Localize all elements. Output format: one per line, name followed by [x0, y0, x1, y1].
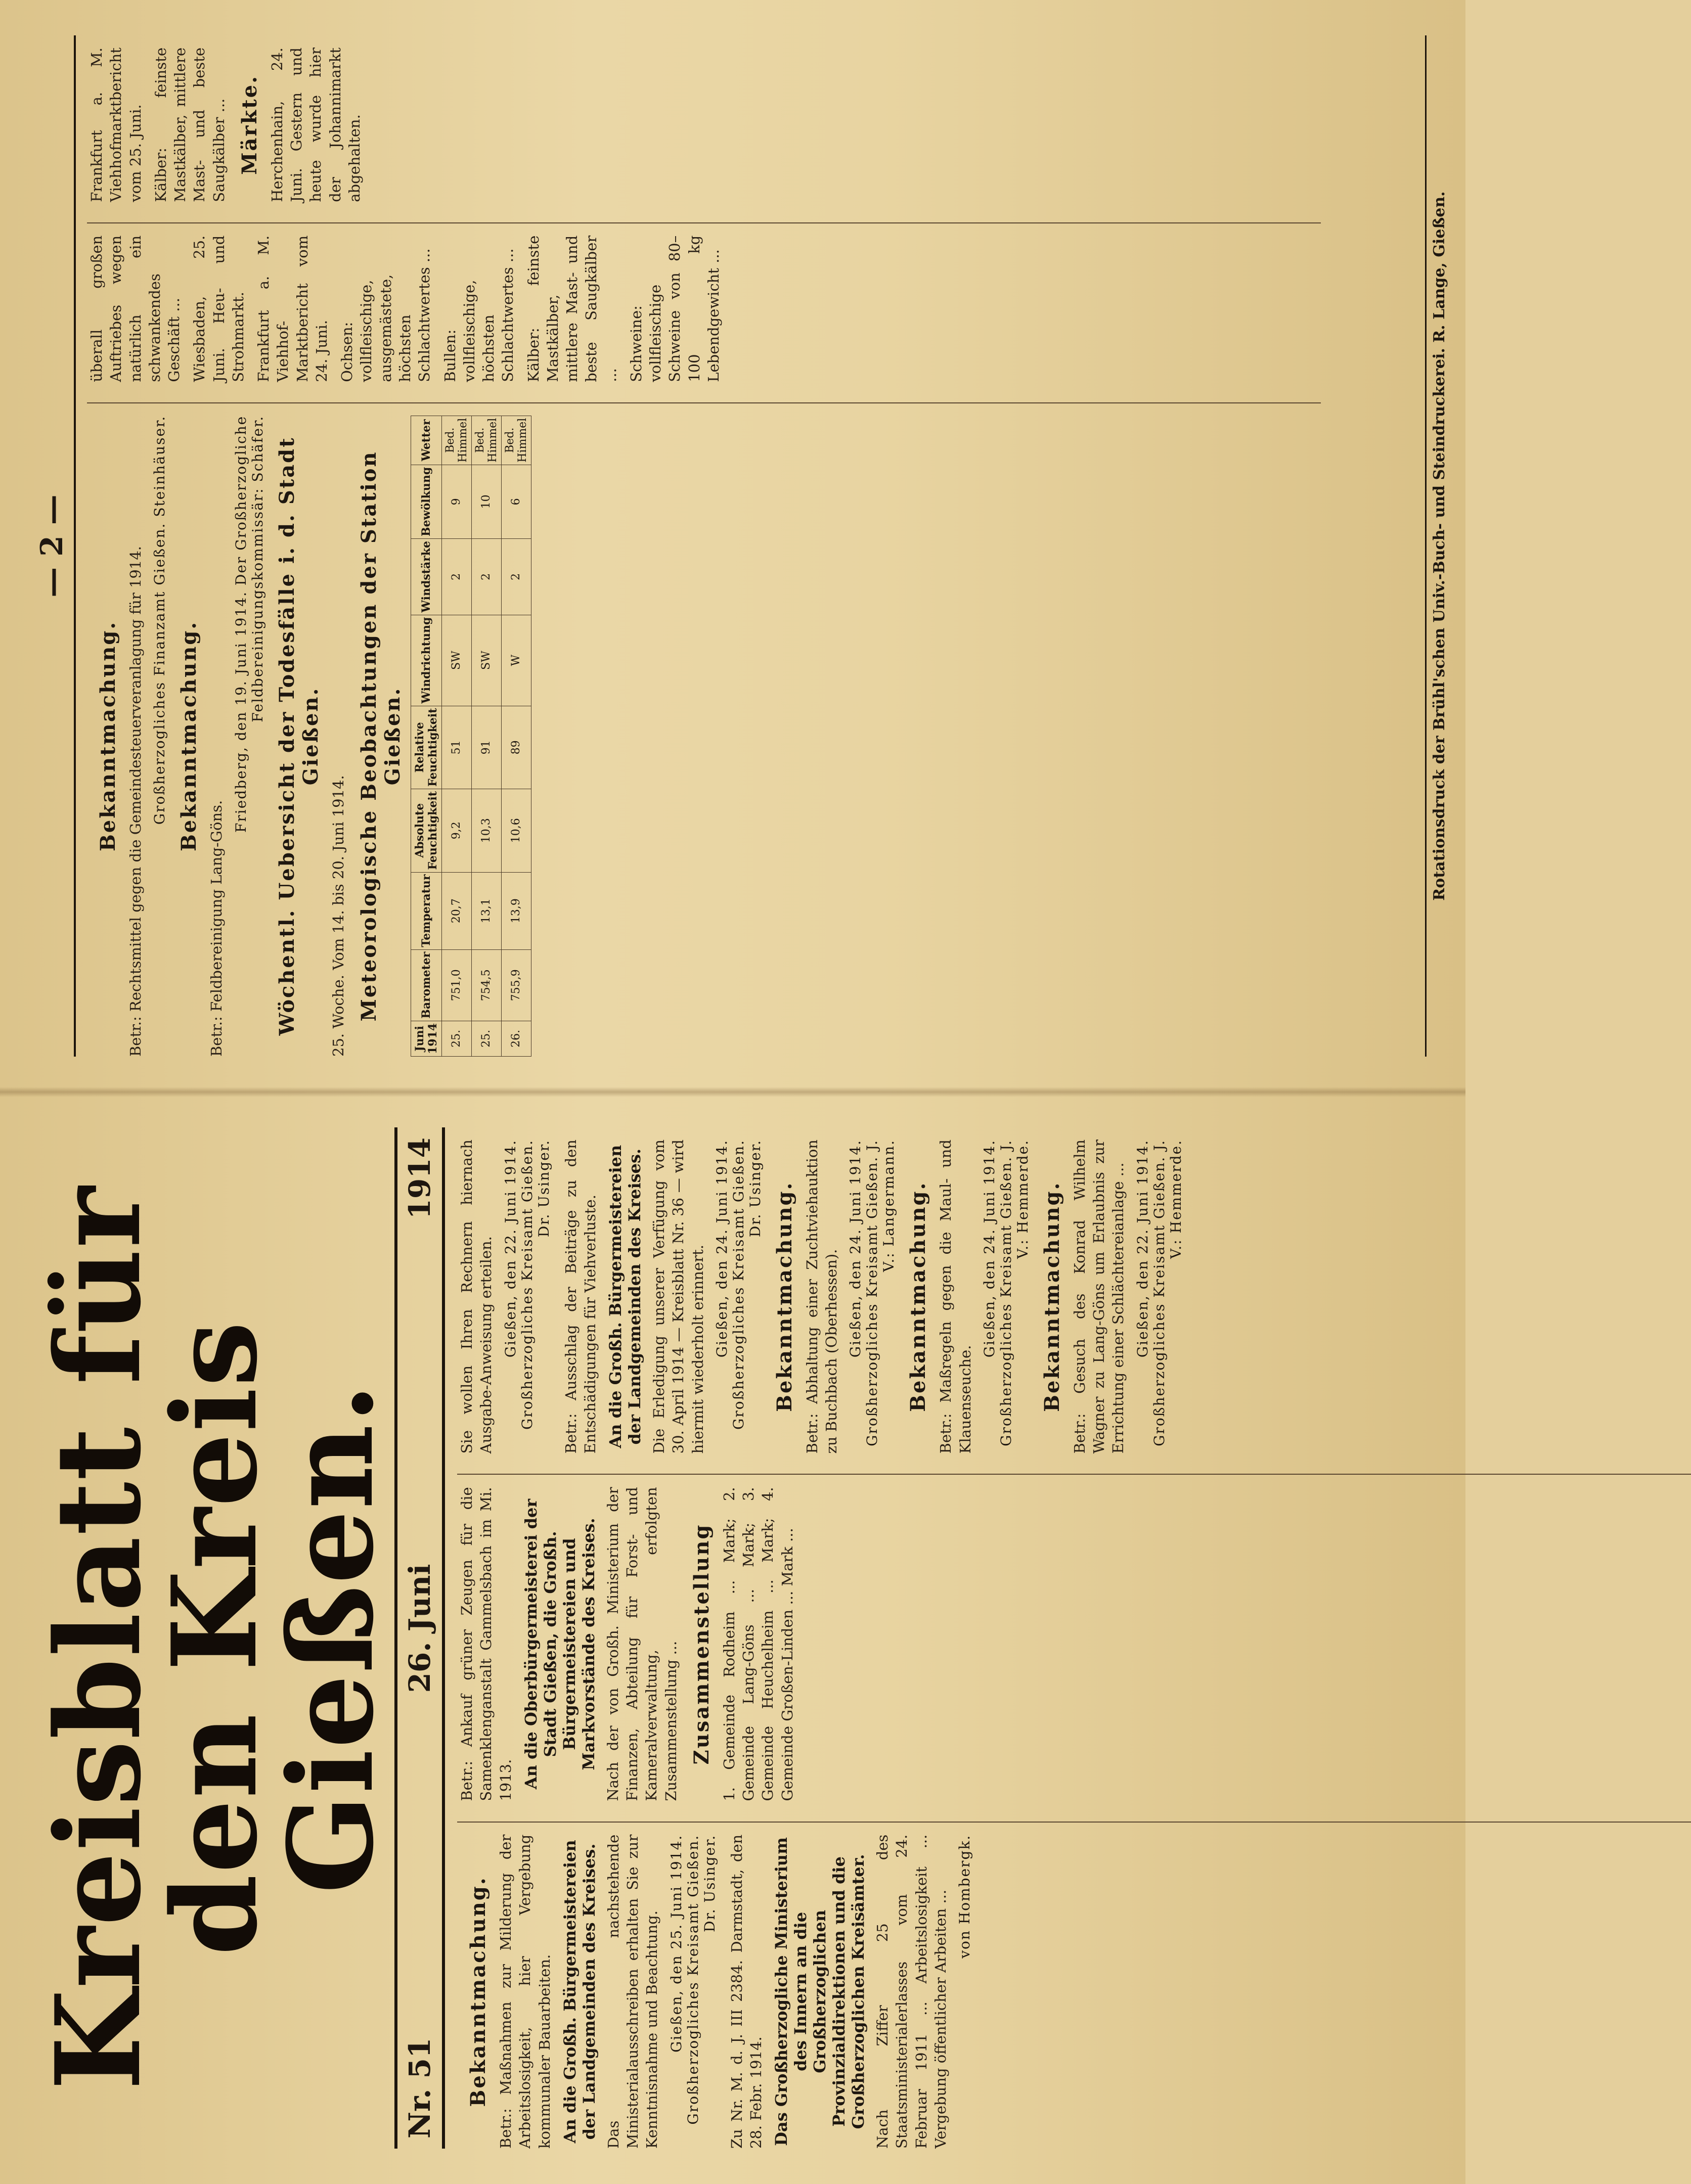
weather-cell: 25. [441, 1021, 471, 1056]
article-heading: Bekanntmachung. [1040, 1181, 1064, 1412]
weather-cell: Bed. Himmel [471, 416, 501, 465]
weather-cell: W [501, 615, 531, 706]
weather-header-cell: Bewölkung [411, 465, 441, 538]
article-body: Die Erledigung unserer Verfügung vom 30. April 1914 — Kreisblatt Nr. 36 — wird hiermit wiederholt erinnert. [650, 1140, 706, 1454]
weather-cell: 20,7 [441, 872, 471, 949]
article-heading: Zusammenstellung [689, 1523, 714, 1765]
second-column-3 [87, 35, 1321, 202]
article-body: Betr.: Abhaltung einer Zuchtviehauktion zu Buchbach (Oberhessen). [803, 1140, 840, 1454]
weather-header-cell: Windstärke [411, 538, 441, 615]
weather-cell: 51 [441, 706, 471, 789]
article-sig: Friedberg, den 19. Juni 1914. Der Großherzogliche Feldbereinigungskommissär: Schäfer. [232, 415, 266, 833]
weather-cell: 6 [501, 465, 531, 538]
article-body: 1. Gemeinde Rodheim ... Mark; 2. Gemeinde Lang-Göns ... Mark; 3. Gemeinde Heuchelheim ... Mark; 4. Gemeinde Großen-Linden ... Mark ... [720, 1487, 796, 1801]
weather-cell: 754,5 [471, 949, 501, 1021]
weather-cell: SW [441, 615, 471, 706]
weather-header-cell: Temperatur [411, 872, 441, 949]
article-body: Betr.: Rechtsmittel gegen die Gemeindesteuerveranlagung für 1914. [127, 546, 144, 1057]
article-body: Frankfurt a. M. Viehhofmarktbericht vom 25. Juni. [88, 48, 144, 202]
weather-cell: Bed. Himmel [441, 416, 471, 465]
weather-cell: 13,1 [471, 872, 501, 949]
article-heading: Märkte. [237, 74, 261, 175]
article-body: Nach der von Großh. Ministerium der Finanzen, Abteilung für Forst- und Kameralverwaltung, erfolgten Zusammenstellung ... [604, 1487, 680, 1801]
weather-cell: Bed. Himmel [501, 416, 531, 465]
weather-cell: 10,3 [471, 789, 501, 872]
article-heading: Bekanntmachung. [466, 1876, 490, 2107]
issue-bar [394, 1127, 445, 2149]
article-body: Wiesbaden, 25. Juni. Heu- und Strohmarkt. [191, 235, 247, 382]
issue-year: 1914 [403, 1138, 437, 1219]
article-body: Sie wollen Ihren Rechnern hiernach Ausgabe-Anweisung erteilen. [458, 1140, 495, 1454]
front-column-1 [457, 1822, 1691, 2149]
table-row [441, 416, 471, 1056]
article-body: Betr.: Maßregeln gegen die Maul- und Klauenseuche. [937, 1140, 974, 1454]
article-body: Das nachstehende Ministerialausschreiben erhalten Sie zur Kenntnisnahme und Beachtung. [604, 1834, 661, 2149]
weather-cell: 755,9 [501, 949, 531, 1021]
weather-cell: 89 [501, 706, 531, 789]
weather-cell: 2 [471, 538, 501, 615]
weather-cell: 91 [471, 706, 501, 789]
weather-cell: 13,9 [501, 872, 531, 949]
article-sig: Gießen, den 22. Juni 1914. Großherzogliches Kreisamt Gießen. Dr. Usinger. [502, 1140, 552, 1430]
article-sig: Gießen, den 22. Juni 1914. Großherzogliches Kreisamt Gießen. J. V.: Hemmerde. [1134, 1140, 1184, 1446]
weather-cell: 10 [471, 465, 501, 538]
weather-header-cell: Windrichtung [411, 615, 441, 706]
article-sig: Gießen, den 24. Juni 1914. Großherzogliches Kreisamt Gießen. J. V.: Hemmerde. [981, 1140, 1031, 1446]
article-sig: Großherzogliches Finanzamt Gießen. Steinhäuser. [151, 415, 168, 825]
second-column-1 [87, 402, 1321, 1057]
weather-cell: 2 [441, 538, 471, 615]
weather-table-body [441, 416, 531, 1056]
article-body: Betr.: Maßnahmen zur Milderung der Arbeitslosigkeit, hier Vergebung kommunaler Bauarbeiten. [497, 1834, 553, 2149]
weather-header-cell: Juni 1914 [411, 1021, 441, 1056]
weather-table-header [411, 416, 441, 1056]
front-column-2 [457, 1474, 1691, 1801]
article-heading: Bekanntmachung. [177, 620, 201, 852]
article-subhead: An die Großh. Bürgermeistereien der Landgemeinden des Kreises. [606, 1145, 645, 1448]
article-sig: Gießen, den 24. Juni 1914. Großherzogliches Kreisamt Gießen. Dr. Usinger. [713, 1140, 764, 1430]
article-body: Ochsen: vollfleischige, ausgemästete, höchsten Schlachtwertes ... [338, 248, 433, 382]
article-body: Schweine: vollfleischige Schweine von 80–100 kg Lebendgewicht ... [627, 235, 722, 382]
weather-header-cell: Absolute Feuchtigkeit [411, 789, 441, 872]
article-body: Betr.: Gesuch des Konrad Wilhelm Wagner zu Lang-Göns um Erlaubnis zur Errichtung einer Schlächtereianlage ... [1071, 1140, 1127, 1454]
article-heading: Bekanntmachung. [96, 620, 120, 852]
article-body: Bullen: vollfleischige, höchsten Schlachtwertes ... [441, 248, 517, 382]
front-column-3 [457, 1127, 1691, 1453]
second-columns [87, 35, 1321, 1057]
weather-cell: 10,6 [501, 789, 531, 872]
weather-cell: 9 [441, 465, 471, 538]
issue-number: Nr. 51 [403, 2037, 437, 2138]
article-body: Herchenhain, 24. Juni. Gestern und heute wurde hier der Johannimarkt abgehalten. [268, 48, 363, 202]
article-heading: Bekanntmachung. [906, 1181, 930, 1412]
article-subhead: An die Oberbürgermeisterei der Stadt Gießen, die Großh. Bürgermeistereien und Markvorstände des Kreises. [521, 1498, 598, 1790]
article-sig: von Hombergk. [956, 1834, 973, 1959]
table-row [501, 416, 531, 1056]
table-row [471, 416, 501, 1056]
article-body: Frankfurt a. M. Viehhof-Marktbericht vom 24. Juni. [255, 235, 330, 382]
weather-cell: 9,2 [441, 789, 471, 872]
weather-header-cell: Wetter [411, 416, 441, 465]
issue-date: 26. Juni [403, 1564, 437, 1693]
weather-cell: 2 [501, 538, 531, 615]
article-heading: Bekanntmachung. [772, 1181, 796, 1412]
article-body: Betr.: Ausschlag der Beiträge zu den Entschädigungen für Viehverluste. [562, 1140, 599, 1454]
printer-imprint: Rotationsdruck der Brühl'schen Univ.-Buch- und Steindruckerei. R. Lange, Gießen. [1425, 35, 1448, 1057]
article-heading: Wöchentl. Uebersicht der Todesfälle i. d. Stadt Gießen. [275, 436, 323, 1036]
weather-header-cell: Barometer [411, 949, 441, 1021]
article-subhead: An die Großh. Bürgermeistereien der Landgemeinden des Kreises. [560, 1840, 599, 2144]
article-sig: Gießen, den 24. Juni 1914. Großherzogliches Kreisamt Gießen. J. V.: Langermann. [847, 1140, 898, 1446]
weather-cell: SW [471, 615, 501, 706]
article-subhead: Das Großherzogliche Ministerium des Innern an die Großherzoglichen Provinzialdirektionen und die Großherzoglichen Kreisämter. [772, 1837, 868, 2146]
masthead-title: Kreisblatt für den Kreis Gießen. [30, 1186, 399, 2090]
article-body: Nach Ziffer 25 des Staatsministerialerlasses vom 24. Februar 1911 ... Arbeitslosigkeit ... Vergebung öffentlicher Arbeiten ... [874, 1834, 949, 2149]
article-body: überall großen Auftriebes wegen natürlich ein schwankendes Geschäft ... [88, 235, 183, 382]
second-column-1-articles [96, 416, 405, 1057]
second-page [0, 0, 1465, 1092]
article-body: Kälber: feinste Mastkälber, mittlere Mast- und beste Saugkälber ... [524, 235, 619, 382]
article-body: Zu Nr. M. d. J. III 2384. Darmstadt, den 28. Febr. 1914. [728, 1834, 765, 2149]
article-body: Betr.: Feldbereinigung Lang-Göns. [208, 800, 226, 1057]
article-body: Betr.: Ankauf grüner Zeugen für die Samenklenganstalt Gammelsbach im Mi. 1913. [458, 1487, 514, 1801]
weather-table [411, 416, 531, 1057]
weather-cell: 25. [471, 1021, 501, 1056]
front-page [0, 1092, 1465, 2184]
article-body: Kälber: feinste Mastkälber, mittlere Mast- und beste Saugkälber ... [152, 48, 228, 202]
weather-cell: 26. [501, 1021, 531, 1056]
article-sig: Gießen, den 25. Juni 1914. Großherzogliches Kreisamt Gießen. Dr. Usinger. [668, 1834, 718, 2125]
front-columns [457, 1127, 1691, 2149]
weather-cell: 751,0 [441, 949, 471, 1021]
article-body: 25. Woche. Vom 14. bis 20. Juni 1914. [329, 775, 347, 1057]
article-heading: Meteorologische Beobachtungen der Station Gießen. [357, 450, 405, 1022]
second-column-2 [87, 222, 1321, 382]
weather-header-cell: Relative Feuchtigkeit [411, 706, 441, 789]
page-number: — 2 — [34, 35, 76, 1057]
